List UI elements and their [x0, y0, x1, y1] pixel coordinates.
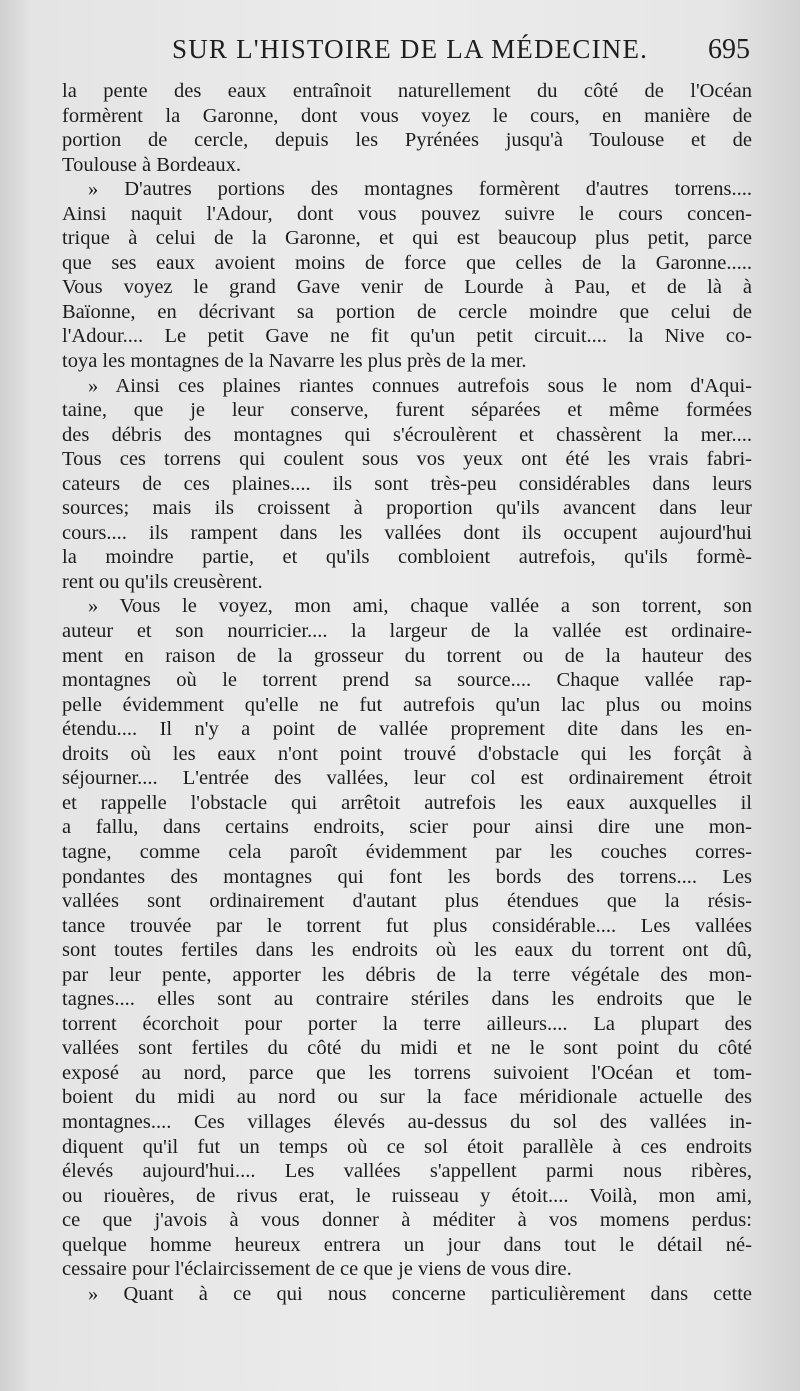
- text-line: ce que j'avois à vous donner à méditer à vos momens perdus:: [62, 1209, 752, 1232]
- text-line: vallées sont fertiles du côté du midi et ne le sont point du côté: [62, 1037, 752, 1060]
- page-header: [60, 34, 750, 74]
- text-line: Vous voyez le grand Gave venir de Lourde à Pau, et de là à: [62, 276, 752, 299]
- text-line: » Quant à ce qui nous concerne particulièrement dans cette: [88, 1282, 752, 1305]
- text-line: pelle évidemment qu'elle ne fut autrefois qu'un lac plus ou moins: [62, 693, 752, 716]
- text-line: cateurs de ces plaines.... ils sont très-peu considérables dans leurs: [62, 472, 752, 495]
- text-line: ou riouères, de rivus erat, le ruisseau y étoit.... Voilà, mon ami,: [62, 1184, 752, 1207]
- text-line: étendu.... Il n'y a point de vallée proprement dite dans les en-: [62, 718, 752, 741]
- text-line: cours.... ils rampent dans les vallées dont ils occupent aujourd'hui: [62, 521, 752, 544]
- text-line: Tous ces torrens qui coulent sous vos yeux ont été les vrais fabri-: [62, 448, 752, 471]
- text-line: et rappelle l'obstacle qui arrêtoit autrefois les eaux auxquelles il: [62, 791, 752, 814]
- text-line: vallées sont ordinairement d'autant plus étendues que la résis-: [62, 890, 752, 913]
- text-line: auteur et son nourricier.... la largeur de la vallée est ordinaire-: [62, 620, 752, 643]
- text-line: la moindre partie, et qu'ils combloient autrefois, qu'ils formè-: [62, 546, 752, 569]
- text-line: a fallu, dans certains endroits, scier pour ainsi dire une mon-: [62, 816, 752, 839]
- text-line: des débris des montagnes qui s'écroulèrent et chassèrent la mer....: [62, 423, 752, 446]
- text-line: la pente des eaux entraînoit naturellement du côté de l'Océan: [62, 80, 752, 102]
- text-line: boient du midi au nord ou sur la face méridionale actuelle des: [62, 1086, 752, 1109]
- text-line: que ses eaux avoient moins de force que celles de la Garonne.....: [62, 251, 752, 274]
- text-line: ment en raison de la grosseur du torrent ou de la hauteur des: [62, 644, 752, 667]
- text-line: montagnes où le torrent prend sa source.... Chaque vallée rap-: [62, 669, 752, 692]
- text-line: trique à celui de la Garonne, et qui est beaucoup plus petit, parce: [62, 227, 752, 250]
- text-line: cessaire pour l'éclaircissement de ce que je viens de vous dire.: [62, 1258, 572, 1281]
- body-text: [62, 79, 752, 1306]
- text-line: tagnes.... elles sont au contraire stériles dans les endroits que le: [62, 988, 752, 1011]
- text-line: Toulouse à Bordeaux.: [62, 153, 242, 176]
- text-line: torrent écorchoit pour porter la terre ailleurs.... La plupart des: [62, 1012, 752, 1035]
- text-line: toya les montagnes de la Navarre les plus près de la mer.: [62, 350, 527, 373]
- text-line: séjourner.... L'entrée des vallées, leur col est ordinairement étroit: [62, 767, 752, 790]
- text-line: pondantes des montagnes qui font les bords des torrens.... Les: [62, 865, 752, 888]
- page-number: 695: [708, 34, 750, 65]
- text-line: sont toutes fertiles dans les endroits où les eaux du torrent ont dû,: [62, 939, 752, 962]
- text-line: droits où les eaux n'ont point trouvé d'obstacle qui les forçât à: [62, 742, 752, 765]
- text-line: tagne, comme cela paroît évidemment par les couches corres-: [62, 840, 752, 863]
- text-line: formèrent la Garonne, dont vous voyez le cours, en manière de: [62, 104, 752, 127]
- text-line: » D'autres portions des montagnes formèrent d'autres torrens....: [88, 178, 752, 201]
- text-line: montagnes.... Ces villages élevés au-dessus du sol des vallées in-: [62, 1110, 752, 1133]
- text-line: élevés aujourd'hui.... Les vallées s'appellent parmi nous ribères,: [62, 1160, 752, 1183]
- text-line: diquent qu'il fut un temps où ce sol étoit parallèle à ces endroits: [62, 1135, 752, 1158]
- text-line: tance trouvée par le torrent fut plus considérable.... Les vallées: [62, 914, 752, 937]
- text-line: sources; mais ils croissent à proportion qu'ils avancent dans leur: [62, 497, 752, 520]
- text-line: » Ainsi ces plaines riantes connues autrefois sous le nom d'Aqui-: [88, 374, 752, 397]
- running-title: SUR L'HISTOIRE DE LA MÉDECINE.: [172, 34, 649, 64]
- text-line: taine, que je leur conserve, furent séparées et même formées: [62, 399, 752, 422]
- text-line: rent ou qu'ils creusèrent.: [62, 570, 263, 593]
- text-line: par leur pente, apporter les débris de la terre végétale des mon-: [62, 963, 752, 986]
- text-line: Ainsi naquit l'Adour, dont vous pouvez suivre le cours concen-: [62, 202, 752, 225]
- text-line: quelque homme heureux entrera un jour dans tout le détail né-: [62, 1233, 752, 1256]
- text-line: exposé au nord, parce que les torrens suivoient l'Océan et tom-: [62, 1061, 752, 1084]
- text-line: Baïonne, en décrivant sa portion de cercle moindre que celui de: [62, 300, 752, 323]
- text-line: portion de cercle, depuis les Pyrénées jusqu'à Toulouse et de: [62, 129, 752, 152]
- text-line: » Vous le voyez, mon ami, chaque vallée a son torrent, son: [88, 595, 752, 618]
- text-line: l'Adour.... Le petit Gave ne fit qu'un petit circuit.... la Nive co-: [62, 325, 752, 348]
